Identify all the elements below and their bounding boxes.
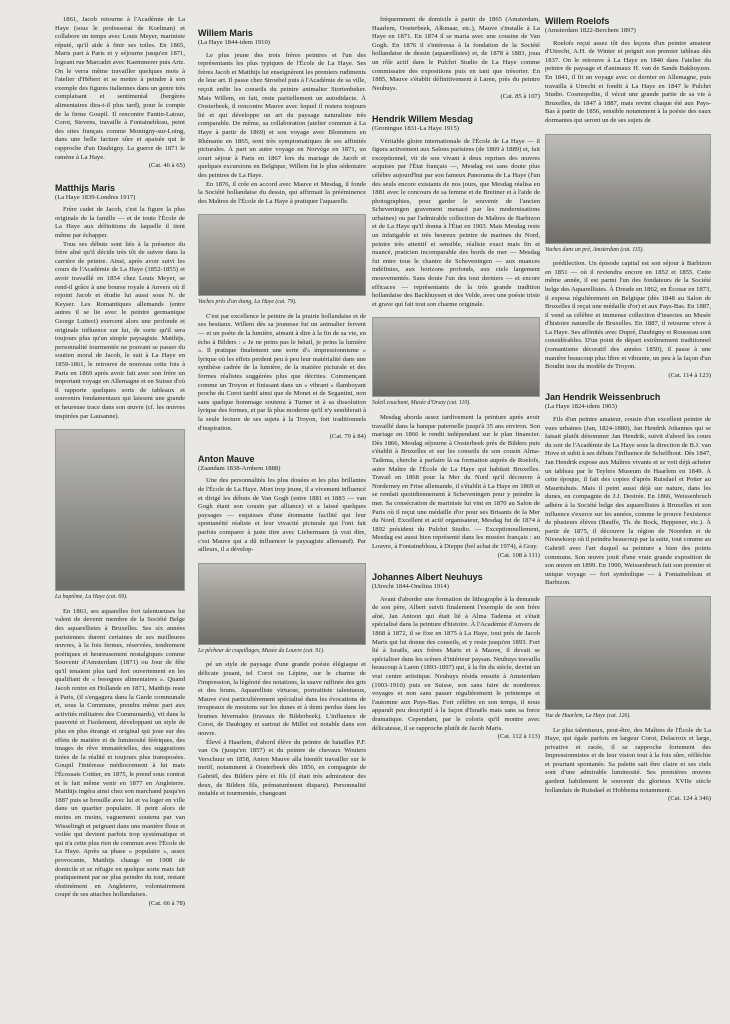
artist-dates: (Zaandam 1838-Arnhem 1888): [198, 464, 281, 472]
body-paragraph: En 1863, ses aquarelles fort talentueuses lui valent de devenir membre de la Société Belge des aquarellistes à Bruxelles. Ses six années parisiennes durent certaines de ses meilleures œuvres, à la fois fermes, réservées, tendrement poétiques et heureusement nostalgiques comme Souvenir d'Amsterdam (1871) ou Jour de fête qu'il tenaient plus tard fort ouvertement en les qualifiant de « besognes alimentaires ». Quand Jacob rentre en Hollande en 1871, Matthijs reste à Paris, (il s'engagera dans la Garde communale et, sous la Commune, prendra même part aux activités militaires des Communards), vit dans la pauvreté et l'isolement, développant un style de plus en plus étrange et original qui joue sur des effets de matière et de luminosité féériques, des images de rêve immatérielles, des suggestions tirées de la réalité et toujours plus transposées. Goupil l'intéresse médiocrement à lui mais l'Écossais Cottier, en 1875, le prend sous contrat et le fait même venir en 1877 en Angleterre. Matthijs ingéra ainsi chez son marchand jusqu'en 1887 puis se brouille avec lui et va loger en ville dans un quartier populaire. Il peint alors de moins en moins, vaguement soutenu par van Wisselingh et peignant dans une manière floue et voilée qui devient parfois trop systématique et qui n'a cette plus rien de commun avec l'École de La Haye. Après sa phase « populaire », assez provocante, Matthijs change en 1908 de domicile et se réfugie en quelque sorte mais fait pratiquement par ne plus peindre du tout, restant obstinément en Angleterre, volontairement coupé de ses attaches hollandaises.: [55, 607, 185, 899]
body-paragraph: Roelofs reçut assez tôt des leçons d'un peintre amateur d'Utrecht, A.H. de Winter et peignit son premier tableau dès 1837. On le retrouve à La Haye en 1840 dans l'atelier du peintre de paysage et d'animaux H. van de Sande Bakhuyzen. En 1841, il fit un voyage avec ce dernier en Allemagne, puis travailla à Utrecht et fondit à La Haye en 1847 le Pulchri Studio. Cosmopolite, il vécut une grande partie de sa vie à Bruxelles, de 1847 à 1887, mais revint chaque été aux Pays-Bas à partir de 1856, sensible notamment à la poésie des eaux dormantes qui seront un de ses sujets de: [545, 39, 711, 124]
catalogue-reference: (Cat. 114 à 123): [668, 371, 711, 379]
artist-dates: (La Haye 1839-Londres 1917): [55, 193, 136, 201]
body-paragraph: En 1876, il crée en accord avec Mauve et Mesdag, il fonde la Société hollandaise du dessin, qui affirmait la prééminence des Maîtres de l'École de La Haye à pratiquer l'aquarelle.: [198, 180, 366, 205]
artwork-photo: [55, 429, 185, 591]
catalogue-reference: (Cat. 46 à 65): [148, 162, 185, 170]
body-paragraph: Frère cadet de Jacob, c'est la figure la plus originale de la famille — et de toute l'École de La Haye aux définitions de laquelle il tient même par échapper.: [55, 206, 185, 240]
body-paragraph: prédilection. Un épisode capital est son séjour à Barbizon en 1851 — où il reviendra encore en 1852 et 1855. Cette même année, il est parmi l'un des fondateurs de la Société belge des Aquarellistes. À Dresde en 1862, en Écosse en 1873, il exposa régulièrement en Belgique (dès 1848 au Salon de Bruxelles il reçut une médaille d'or) et aux Pays-Bas. En 1887, il vend sa célèbre et immense collection d'insectes au Musée d'histoire naturelle de Bruxelles. En 1887, il retourne vivre à La Haye. Ses affinités avec Dupré, Daubigny et Rousseau sont considérables. D'un point de départ extrêmement traditionnel (romantisme décoratif des années 1850), il passe à une manière beaucoup plus libre et vibrante, un peu à la façon d'un Boudin issu du modèle de Troyon.: [545, 260, 711, 371]
catalogue-reference: (Cat. 79 à 84): [329, 433, 366, 441]
catalogue-reference: (Cat. 66 à 78): [148, 899, 185, 907]
figure-caption: Soleil couchant, Musée d'Orsay (cat. 110).: [372, 400, 471, 407]
artist-heading: Hendrik Willem Mesdag: [372, 113, 473, 124]
body-paragraph: Fils d'un peintre amateur, cousin d'un excellent peintre de vues urbaines (Jan, 1824-1880), Jan Hendrik Johannes qui se faisait plutôt dénommer Jan Hendrik, suivit d'abord les cours du soir de l'Académie de La Haye sous la direction de B.J. van Hove et subit à ses débuts l'influence de Schelfhout. Dès 1847, Jan Hendrik expose aux Maîtres vivants et se voit déjà acheter un tableau par le Teylers Museum de Haarlem en 1849. À cette époque, il fait des copies d'après Ruisdael et Potter au Mauritshuis. Mais il peint aussi déjà sur nature, dans les dunes, en compagnie de J.J. Destrée. En 1866, Weissenbruch adhère à la Société belge des aquarellistes à Bruxelles et son influence s'exerce sur les années, comme le prouve l'existence de plusieurs élèves (Bauffe, Th. de Bock, Heppener, etc.). À partir de 1875, il découvre la région de Noorden et de Nieuwkoop où il peindra beaucoup par la suite, tout comme au Gabriël avec l'art duquel sa peinture a bien des points communs. Son œuvre jouit d'une vraie grande exposition de son œuvre en 1899. En 1900, Weissenbruch fait son premier et unique voyage — fort symbolique — à Fontainebleau et Barbizon.: [545, 416, 711, 587]
body-paragraph: C'est par excellence le peintre de la prairie hollandaise et de ses bestiaux. Willem dès sa jeunesse fut un animalier fervent — et un poète de la lumière, aimant à dire à la fin de sa vie, en écho à Bilders : « Je ne peins pas le bétail, je peins la lumière ». Il pratique finalement une sorte d'« impressionnisme » lyrique où les effets perdent peu à peu leur matérialité dans une synthèse cadrée de la lumière, de la matière picturale et des formes réalistes suggérées plus que décrites. Commençant comme un Troyon et finissant dans un « vibrant » flamboyant proche du Corot tardif ainsi que de Monet et de Segantini, non sans quelque hommage soutenu à Turner et à sa dissolution lyrique des formes, et par là plus moderne qu'il n'y semblerait à la seule lecture de ses sujets à la Troyon, fort traditionnels d'inspiration.: [198, 312, 366, 432]
catalogue-reference: (Cat. 85 à 107): [500, 93, 540, 101]
body-paragraph: Élevé à Haarlem, d'abord élève du peintre de batailles P.F. van Os (jusqu'en 1857) et du peintre de chevaux Wouters Verschuur en 1858, Anton Mauve alla bientôt travailler sur le motif, notamment à Oosterbeek dès 1856, en compagnie de Gabriël, des Bilders père et fils (il était très admirateur des deux, de Bilders fils, prématurément disparu). Personnalité instable et tourmentée, changeant: [198, 738, 366, 798]
text-column-1: [55, 16, 185, 909]
artwork-photo: [198, 563, 366, 645]
body-paragraph: Avant d'aborder une formation de lithographe à la demande de son père, Albert suivit finalement l'exemple de son frère aîné, Jan Antoon qui était lié à Alma Tadema et s'était spécialisé dans la peinture d'histoire. À l'Académie d'Anvers de 1868 à 1872, il se fixe en 1875 à La Haye, tout près de Jacob Maris qui lui donne des conseils, et y reste jusqu'en 1893. Fort lié à Israëls, aux frères Maris et à Mauve, il devait se spécialiser dans les scènes d'intérieur paysan. Neuhuys travailla beaucoup à Laren (1893-1897) qui, à la fin du siècle, devint un vrai centre artistique. Neuhuys résida ensuite à Amsterdam (1903-1910) puis en Suisse, son sans faire de nombreux voyages et non sans passer régulièrement le printemps et l'automne aux Pays-Bas. Fort célèbre en son temps, il nous apparaît peu descriptif à la façon d'Israëls mais sans sa force dramatique. Cependant, par le coloris qu'il montre avec délicatesse, il se rapproche plutôt de Jacob Maris.: [372, 595, 540, 732]
body-paragraph: Le plus jeune des trois frères peintres et l'un des représentants les plus typiques de l'École de La Haye. Ses frères Jacob et Matthijs lui enseignèrent les premiers rudiments de leur art. Il passe chez Stroebel puis à l'Académie de sa ville, reçoit enfin les conseils du peintre animalier Stortenbeker. Mais Willem, en fait, reste partiellement un autodidacte. À Oosterbeek, il rencontre Mauve avec lequel il restera toujours lié et qui développe un art du paysage naturaliste très comparable. De même, sa collaboration (atelier commun à La Haye à partir de 1869) et son voyage avec Blommers en Rhénanie en 1865, sont très symptomatiques de ses affinités picturales. À part un autre voyage en Norvège en 1871, un court séjour à Paris en 1867 lors du mariage de Jacob et quelques excursions en Belgique, Willem fut le plus sédentaire des peintres de La Haye.: [198, 51, 366, 179]
text-column-3: [372, 16, 540, 742]
artist-heading: Matthijs Maris: [55, 182, 116, 193]
figure-caption: Vaches dans un pré, Amsterdam (cat. 115).: [545, 246, 644, 253]
body-paragraph: pé un style de paysage d'une grande poésie élégiaque et délicate jouant, tel Corot ou Lépine, sur le charme de l'impression, la légèreté des notations, la suave raffinée des gris et des bruns. Aquarelliste virtuose, portraitiste talentueux, Mauve s'est particulièrement spécialisé dans les évocations de troupeaux de moutons sur les dunes et à demi perdus dans les brumes hivernales (travaux de Bilderbeek). L'influence de Corot, de Daubigny et surtout de Millet est notable dans son œuvre.: [198, 661, 366, 738]
artwork-photo: [198, 214, 366, 296]
artwork-photo: [545, 134, 711, 244]
body-paragraph: Mesdag aborda assez tardivement la peinture après avoir travaillé dans la banque paternelle jusqu'à 35 ans environ. Son mariage en 1866 le rendit indépendant sur le plan financier. Dès 1866, Mesdag séjourne à Oosterbeek près de Bilders puis s'établit à Bruxelles et sur les conseils de son cousin Alma-Tadema, cherche à parfaire là sa formation auprès de Roelofs, autre Maître de l'École de La Haye qui habitait Bruxelles. Travail en 1868 pour la Mer du Nord qu'il découvre à Norderney en Frise allemande, il s'établit à La Haye en 1869 et se rendait quotidiennement à Scheveningen pour y peindre la mer. Sa consécration de mariniste lui vint en 1870 au Salon de Paris où il reçut une médaille d'or pour ses Brisants de la Mer du Nord. Excellent et actif organisateur, Mesdag fut de 1874 à 1892 président du Pulchri Studio. — Exceptionnellement, Mesdag est aussi bien représenté dans les musées français : au Louvre, à Fontainebleau, à Dieppe (bel achat de 1974), à Gray.: [372, 414, 540, 550]
artist-dates: (Utrecht 1844-Onelina 1914): [372, 583, 449, 591]
body-paragraph: Le plus talentueux, peut-être, des Maîtres de l'École de La Haye, qui égale parfois en largeur Corot, Delacroix et large, privative et racée, il se rapproche fortement des Impressionnistes et de leur vision tout à la fois sûre, réfléchie et pourtant spontanée. Sa palette sait être claire et ses ciels sont d'une admirable luminosité. Ses premières œuvres gardent habilement le souvenir du glorieux XVIIe siècle hollandais de Ruisdael et Hobbema notamment.: [545, 726, 711, 794]
body-paragraph: Tous ses débuts sont liés à la présence du frère aîné qu'il décide très tôt de suivre dans la carrière de peintre. Ainsi, après avoir suivi les cours de l'Académie de La Haye (1852-1855) et avoir travaillé en 1854 chez Louis Meyer, se rend-il grâce à une bourse royale à Anvers où il rejoint Jacob et étudie lui aussi sous N. de Keyser. Les Romantiques allemands (entre autres il se lie avec le peintre germanique George Lutteci) exercent alors une profonde et originale influence sur lui, de sorte qu'il sera toujours plus qu'un simple paysagiste. Matthijs, personnalité tourmentée ne pouvant se passer du soutien moral de Jacob, le suit à La Haye en 1859-1861, le retrouve de nouveau cette fois à Paris en 1869 après avoir fait avec son frère un important voyage en Allemagne et en Suisse d'où il rapporte quelques sorts de tableaux et souvenirs fondamentaux qui laissent une grande et heureuse trace dans son œuvre (cf. les œuvres inspirées par Lausanne).: [55, 240, 185, 420]
figure-caption: La baptême, La Haye (cat. 69).: [55, 594, 128, 601]
text-column-2: [198, 16, 366, 799]
figure-caption: Vaches près d'un étang, La Haye (cat. 79).: [198, 299, 297, 306]
artwork-photo: [372, 317, 540, 397]
figure-caption: Le pêcheur de coquillages, Musée du Louvre (cat. 91).: [198, 647, 325, 654]
catalogue-reference: (Cat. 108 à 111): [497, 551, 540, 559]
body-paragraph: 1861, Jacob retourne à l'Académie de La Haye (sous le professorat de Koelman) et collabore un temps avec Louis Meyer, mariniste réputé, qu'il aide à finir ses toiles. En 1865, Maris part à Paris et y séjourne jusqu'en 1871, logeant rue Marcadet avec Kaemmerer puis Artz. On le verra même travailler quelques mois à l'atelier d'Hébert et se mettre à peindre à son exemple des figures italiennes dans un genre très complaisant et sentimental (bergères alimentaires dira-t-il plus tard), pour le compte de la firme Goupil. Il rencontre Fantin-Latour, Corot, Stevens, travaille à Fontainebleau, peint des sites français comme Montigny-sur-Loing, dans une belle facture sûre et apaisée qui le rapproche d'un Daubigny. La guerre de 1871 le ramène à La Haye.: [55, 16, 185, 161]
catalogue-reference: (Cat. 112 à 113): [497, 733, 540, 741]
artist-heading: Johannes Albert Neuhuys: [372, 572, 483, 583]
text-column-4: [545, 16, 711, 804]
artist-heading: Anton Mauve: [198, 453, 255, 464]
artist-dates: (Amsterdam 1822-Berchem 1897): [545, 27, 636, 34]
body-paragraph: Véritable gloire internationale de l'École de La Haye — il figura activement aux Salons parisiens (de 1869 à 1889) et, fait exceptionnel, vit de son vivant à deux reprises des œuvres acquises par l'État français —, Mesdag est sans doute plus célèbre aujourd'hui par son fameux Panorama de La Haye (l'un des seuls encore existants de nos jours, que Mesdag réalisa en 1881 avec le concours de sa femme et de Breitner et à l'aide de photographies, pour garder le souvenir de l'ancien Scheveningen gravement menacé par les modernisations urbaines) ou par l'admirable collection de Maîtres de Barbizon et de La Haye qu'il donna à l'État en 1903. Mais Mesdag reste un infatigable et très heureux peintre de marines du Nord, peintre très attentif et sensible, réaliste exact mais fin et nuancé, praticien incomparable des bords de mer — Mesdag fut entre tous le chantre de Scheveningen — aux nuances indéfinies, aux horizons profonds, aux ciels largement mouvementés. Sans doute l'un des tout derniers — et encore efficaces — représentants de la très grande tradition hollandaise des Backhuysen et des Velde, avec une poésie triste et grave qui fait tout son charme originale.: [372, 137, 540, 308]
body-paragraph: fréquemment de domicile à partir de 1865 (Amsterdam, Haarlem, Oosterbeek, Alkmaar, etc.), Mauve s'installe à La Haye en 1871. En 1874 il se maria avec une cousine de Van Gogh. En 1876 il s'intéressa à la fondation de la Société hollandaise de dessin (aquarellistes) et, de 1878 à 1883, joua un rôle actif dans le Pulchri Studio de La Haye comme commissaire des expositions puis en tant que trésorier. En 1885, Mauve s'établit définitivement à Laren, près du peintre Neuhuys.: [372, 16, 540, 92]
artist-heading: Jan Hendrik Weissenbruch: [545, 392, 661, 403]
artist-dates: (La Haye 1824-idem 1903): [545, 403, 617, 411]
figure-caption: Vue de Haarlem, La Haye (cat. 126).: [545, 712, 631, 719]
body-paragraph: Une des personnalités les plus douées et les plus brillantes de l'École de La Haye. Mort trop jeune, il a vivement influencé et dirigé les débuts de Van Gogh (entre 1881 et 1883 — van Gogh étant son cousin par alliance) et a laissé quelques paysages — esquisses d'une étonnante facilité qui leur spontanéité réaliste et leur vivacité picturale qui l'ont fait parfois comparer à juste titre avec Liebermann (à vrai dire, c'est Mauve qui a dû influencer le paysagiste allemand). Par ailleurs, il a dévelop-: [198, 477, 366, 554]
artist-dates: (La Haye 1844-idem 1910): [198, 39, 270, 46]
artist-heading: Willem Roelofs: [545, 16, 610, 26]
artist-heading: Willem Maris: [198, 28, 253, 38]
artwork-photo: [545, 596, 711, 710]
artist-dates: (Groningue 1831-La Haye 1915): [372, 124, 459, 132]
catalogue-reference: (Cat. 124 à 346): [668, 795, 711, 803]
